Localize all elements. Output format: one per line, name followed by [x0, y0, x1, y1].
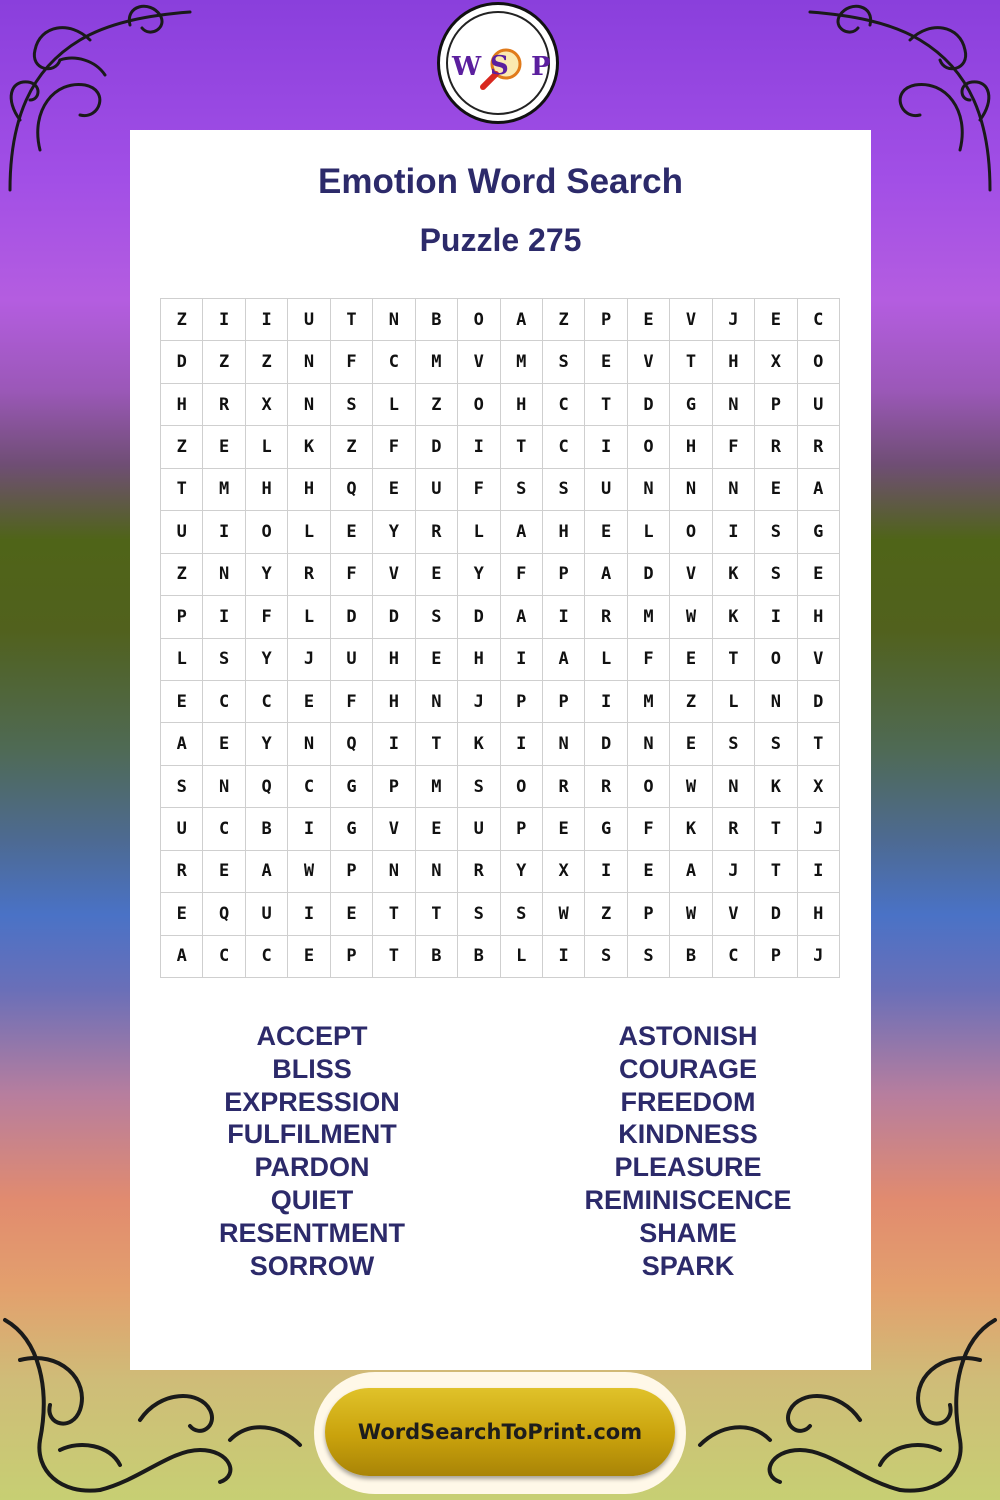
grid-cell: P: [331, 851, 373, 893]
wsp-logo[interactable]: [437, 2, 559, 124]
grid-cell: U: [246, 893, 288, 935]
grid-cell: V: [628, 341, 670, 383]
grid-cell: K: [713, 596, 755, 638]
grid-cell: E: [798, 554, 840, 596]
grid-cell: D: [331, 596, 373, 638]
grid-cell: A: [161, 723, 203, 765]
grid-cell: X: [543, 851, 585, 893]
word-list-item: ACCEPT: [256, 1021, 368, 1051]
grid-cell: T: [501, 426, 543, 468]
grid-cell: A: [501, 299, 543, 341]
grid-cell: Z: [161, 426, 203, 468]
grid-cell: F: [501, 554, 543, 596]
grid-cell: E: [203, 851, 245, 893]
grid-cell: T: [331, 299, 373, 341]
grid-cell: I: [501, 639, 543, 681]
logo-letter-p: P: [531, 52, 551, 82]
word-list-item: SORROW: [249, 1250, 375, 1281]
grid-cell: F: [246, 596, 288, 638]
grid-cell: T: [755, 808, 797, 850]
grid-cell: A: [501, 511, 543, 553]
grid-cell: Y: [373, 511, 415, 553]
grid-cell: V: [373, 808, 415, 850]
grid-cell: L: [628, 511, 670, 553]
grid-cell: E: [288, 936, 330, 978]
grid-cell: N: [628, 723, 670, 765]
grid-cell: J: [713, 299, 755, 341]
grid-cell: D: [458, 596, 500, 638]
grid-cell: N: [543, 723, 585, 765]
grid-cell: S: [628, 936, 670, 978]
grid-cell: D: [628, 384, 670, 426]
grid-cell: R: [755, 426, 797, 468]
grid-cell: I: [543, 596, 585, 638]
grid-cell: A: [670, 851, 712, 893]
grid-cell: I: [755, 596, 797, 638]
word-list-item: REMINISCENCE: [584, 1184, 792, 1215]
grid-cell: F: [331, 681, 373, 723]
grid-cell: M: [501, 341, 543, 383]
grid-cell: D: [373, 596, 415, 638]
grid-cell: S: [331, 384, 373, 426]
grid-cell: F: [331, 554, 373, 596]
word-list-item: FREEDOM: [620, 1086, 756, 1117]
grid-cell: I: [585, 426, 627, 468]
grid-cell: K: [755, 766, 797, 808]
grid-cell: T: [755, 851, 797, 893]
grid-cell: C: [373, 341, 415, 383]
grid-cell: L: [501, 936, 543, 978]
grid-cell: I: [585, 851, 627, 893]
grid-cell: W: [543, 893, 585, 935]
grid-cell: N: [713, 766, 755, 808]
grid-cell: C: [543, 384, 585, 426]
grid-cell: R: [543, 766, 585, 808]
grid-cell: N: [713, 384, 755, 426]
site-url: WordSearchToPrint.com: [357, 1420, 643, 1444]
grid-cell: I: [585, 681, 627, 723]
word-list-item: ASTONISH: [618, 1021, 758, 1051]
grid-cell: M: [203, 469, 245, 511]
grid-cell: T: [670, 341, 712, 383]
grid-cell: O: [755, 639, 797, 681]
grid-cell: S: [755, 554, 797, 596]
grid-cell: Y: [246, 639, 288, 681]
grid-cell: I: [543, 936, 585, 978]
grid-cell: R: [458, 851, 500, 893]
grid-cell: G: [331, 808, 373, 850]
word-list-item: KINDNESS: [618, 1119, 758, 1150]
grid-cell: H: [798, 893, 840, 935]
grid-cell: R: [585, 596, 627, 638]
grid-cell: E: [670, 723, 712, 765]
grid-cell: F: [628, 808, 670, 850]
grid-cell: L: [585, 639, 627, 681]
grid-cell: N: [373, 851, 415, 893]
grid-cell: O: [458, 299, 500, 341]
grid-cell: H: [161, 384, 203, 426]
grid-cell: Q: [203, 893, 245, 935]
grid-cell: T: [373, 936, 415, 978]
grid-cell: H: [373, 681, 415, 723]
grid-cell: I: [203, 596, 245, 638]
word-list-item: RESENTMENT: [218, 1217, 405, 1248]
grid-cell: D: [755, 893, 797, 935]
grid-cell: D: [416, 426, 458, 468]
grid-cell: W: [670, 596, 712, 638]
grid-cell: J: [798, 936, 840, 978]
grid-cell: E: [416, 639, 458, 681]
grid-cell: S: [416, 596, 458, 638]
grid-cell: H: [713, 341, 755, 383]
grid-cell: M: [628, 596, 670, 638]
grid-cell: T: [585, 384, 627, 426]
grid-cell: S: [543, 469, 585, 511]
grid-cell: A: [798, 469, 840, 511]
grid-cell: T: [416, 723, 458, 765]
grid-cell: K: [670, 808, 712, 850]
grid-cell: A: [543, 639, 585, 681]
grid-cell: Z: [161, 554, 203, 596]
grid-cell: E: [585, 511, 627, 553]
grid-cell: N: [288, 723, 330, 765]
grid-cell: Y: [246, 554, 288, 596]
grid-cell: E: [628, 299, 670, 341]
grid-cell: P: [543, 554, 585, 596]
grid-cell: Z: [670, 681, 712, 723]
grid-cell: Y: [458, 554, 500, 596]
grid-cell: O: [670, 511, 712, 553]
grid-cell: V: [713, 893, 755, 935]
grid-cell: O: [798, 341, 840, 383]
grid-cell: C: [798, 299, 840, 341]
grid-cell: V: [373, 554, 415, 596]
grid-cell: S: [501, 893, 543, 935]
grid-cell: O: [246, 511, 288, 553]
grid-cell: C: [246, 681, 288, 723]
grid-cell: R: [203, 384, 245, 426]
grid-cell: B: [670, 936, 712, 978]
grid-cell: E: [585, 341, 627, 383]
grid-cell: B: [458, 936, 500, 978]
grid-cell: S: [585, 936, 627, 978]
grid-cell: I: [203, 299, 245, 341]
grid-cell: S: [161, 766, 203, 808]
grid-cell: E: [331, 511, 373, 553]
grid-cell: J: [288, 639, 330, 681]
grid-cell: N: [713, 469, 755, 511]
grid-cell: R: [713, 808, 755, 850]
grid-cell: S: [203, 639, 245, 681]
grid-cell: I: [798, 851, 840, 893]
grid-cell: S: [755, 511, 797, 553]
grid-cell: M: [628, 681, 670, 723]
grid-cell: J: [713, 851, 755, 893]
grid-cell: U: [288, 299, 330, 341]
grid-cell: H: [501, 384, 543, 426]
grid-cell: O: [458, 384, 500, 426]
grid-cell: E: [203, 723, 245, 765]
grid-cell: S: [458, 893, 500, 935]
grid-cell: P: [755, 384, 797, 426]
grid-cell: Q: [331, 723, 373, 765]
grid-cell: P: [755, 936, 797, 978]
grid-cell: R: [585, 766, 627, 808]
puzzle-number: Puzzle 275: [419, 222, 582, 258]
grid-cell: X: [246, 384, 288, 426]
site-link-button[interactable]: [325, 1388, 675, 1476]
grid-cell: S: [458, 766, 500, 808]
grid-cell: W: [288, 851, 330, 893]
grid-cell: R: [416, 511, 458, 553]
grid-cell: I: [501, 723, 543, 765]
grid-cell: K: [713, 554, 755, 596]
grid-cell: B: [416, 936, 458, 978]
grid-cell: P: [331, 936, 373, 978]
grid-cell: E: [161, 893, 203, 935]
grid-cell: F: [373, 426, 415, 468]
grid-cell: L: [246, 426, 288, 468]
word-list-left: [132, 1020, 492, 1282]
grid-cell: C: [246, 936, 288, 978]
grid-cell: T: [373, 893, 415, 935]
grid-cell: Y: [501, 851, 543, 893]
grid-cell: E: [161, 681, 203, 723]
grid-cell: U: [161, 511, 203, 553]
grid-cell: N: [203, 766, 245, 808]
grid-cell: O: [628, 766, 670, 808]
grid-cell: Z: [246, 341, 288, 383]
grid-cell: T: [713, 639, 755, 681]
grid-cell: E: [628, 851, 670, 893]
grid-cell: P: [373, 766, 415, 808]
grid-cell: D: [585, 723, 627, 765]
grid-cell: L: [161, 639, 203, 681]
grid-cell: J: [798, 808, 840, 850]
grid-cell: P: [501, 681, 543, 723]
grid-cell: U: [458, 808, 500, 850]
word-list-right: [508, 1020, 868, 1282]
grid-cell: A: [161, 936, 203, 978]
grid-cell: H: [288, 469, 330, 511]
logo-letter-s: S: [490, 51, 509, 81]
grid-cell: Z: [543, 299, 585, 341]
grid-cell: A: [585, 554, 627, 596]
grid-cell: G: [585, 808, 627, 850]
grid-cell: L: [373, 384, 415, 426]
grid-cell: I: [713, 511, 755, 553]
grid-cell: I: [246, 299, 288, 341]
grid-cell: L: [713, 681, 755, 723]
grid-cell: E: [543, 808, 585, 850]
grid-cell: U: [798, 384, 840, 426]
word-list-item: EXPRESSION: [224, 1086, 400, 1117]
grid-cell: E: [203, 426, 245, 468]
grid-cell: N: [288, 341, 330, 383]
grid-cell: S: [543, 341, 585, 383]
grid-cell: M: [416, 341, 458, 383]
grid-cell: N: [416, 681, 458, 723]
word-list-item: PARDON: [254, 1152, 370, 1183]
grid-cell: N: [288, 384, 330, 426]
grid-cell: E: [416, 808, 458, 850]
word-list-item: SHAME: [639, 1217, 737, 1248]
grid-cell: P: [628, 893, 670, 935]
grid-cell: F: [713, 426, 755, 468]
grid-cell: C: [288, 766, 330, 808]
grid-cell: C: [203, 808, 245, 850]
grid-cell: M: [416, 766, 458, 808]
grid-cell: V: [670, 299, 712, 341]
grid-cell: V: [458, 341, 500, 383]
word-list-item: SPARK: [641, 1250, 735, 1281]
grid-cell: E: [416, 554, 458, 596]
grid-cell: H: [373, 639, 415, 681]
grid-cell: H: [670, 426, 712, 468]
grid-cell: J: [458, 681, 500, 723]
grid-cell: P: [585, 299, 627, 341]
grid-cell: S: [501, 469, 543, 511]
grid-cell: D: [161, 341, 203, 383]
grid-cell: E: [373, 469, 415, 511]
grid-cell: O: [501, 766, 543, 808]
grid-cell: I: [458, 426, 500, 468]
grid-cell: U: [416, 469, 458, 511]
grid-cell: W: [670, 893, 712, 935]
grid-cell: N: [670, 469, 712, 511]
grid-cell: F: [331, 341, 373, 383]
grid-cell: K: [288, 426, 330, 468]
grid-cell: Z: [416, 384, 458, 426]
grid-cell: C: [203, 681, 245, 723]
grid-cell: N: [416, 851, 458, 893]
word-list-item: PLEASURE: [614, 1152, 762, 1183]
grid-cell: T: [161, 469, 203, 511]
grid-cell: E: [670, 639, 712, 681]
word-list-item: COURAGE: [618, 1053, 757, 1084]
grid-cell: N: [203, 554, 245, 596]
grid-cell: G: [331, 766, 373, 808]
grid-cell: H: [798, 596, 840, 638]
grid-cell: C: [713, 936, 755, 978]
grid-cell: C: [203, 936, 245, 978]
grid-cell: T: [416, 893, 458, 935]
grid-cell: G: [798, 511, 840, 553]
grid-cell: X: [755, 341, 797, 383]
grid-cell: U: [585, 469, 627, 511]
grid-cell: N: [628, 469, 670, 511]
grid-cell: Z: [203, 341, 245, 383]
grid-cell: R: [161, 851, 203, 893]
grid-cell: I: [203, 511, 245, 553]
word-list-item: FULFILMENT: [227, 1119, 397, 1150]
grid-cell: C: [543, 426, 585, 468]
grid-cell: N: [755, 681, 797, 723]
grid-cell: P: [501, 808, 543, 850]
grid-cell: Y: [246, 723, 288, 765]
grid-cell: E: [288, 681, 330, 723]
grid-cell: B: [416, 299, 458, 341]
grid-cell: P: [161, 596, 203, 638]
grid-cell: U: [331, 639, 373, 681]
grid-cell: B: [246, 808, 288, 850]
grid-cell: L: [288, 596, 330, 638]
grid-cell: Q: [331, 469, 373, 511]
grid-cell: E: [331, 893, 373, 935]
grid-cell: V: [798, 639, 840, 681]
grid-cell: W: [670, 766, 712, 808]
grid-cell: F: [628, 639, 670, 681]
grid-cell: U: [161, 808, 203, 850]
grid-cell: I: [288, 893, 330, 935]
grid-cell: I: [373, 723, 415, 765]
grid-cell: H: [246, 469, 288, 511]
grid-cell: P: [543, 681, 585, 723]
grid-cell: S: [755, 723, 797, 765]
grid-cell: A: [246, 851, 288, 893]
grid-cell: S: [713, 723, 755, 765]
grid-cell: Z: [585, 893, 627, 935]
grid-cell: O: [628, 426, 670, 468]
grid-cell: E: [755, 299, 797, 341]
grid-cell: R: [288, 554, 330, 596]
grid-cell: H: [458, 639, 500, 681]
grid-cell: Z: [331, 426, 373, 468]
grid-cell: I: [288, 808, 330, 850]
page-title: Emotion Word Search: [318, 162, 683, 201]
logo-letter-w: W: [452, 52, 482, 82]
word-list-item: BLISS: [272, 1053, 352, 1084]
grid-cell: G: [670, 384, 712, 426]
grid-cell: X: [798, 766, 840, 808]
grid-cell: H: [543, 511, 585, 553]
grid-cell: N: [373, 299, 415, 341]
letter-grid: [160, 298, 840, 978]
grid-cell: A: [501, 596, 543, 638]
grid-cell: D: [628, 554, 670, 596]
grid-cell: D: [798, 681, 840, 723]
grid-cell: F: [458, 469, 500, 511]
grid-cell: Q: [246, 766, 288, 808]
grid-cell: E: [755, 469, 797, 511]
grid-cell: T: [798, 723, 840, 765]
grid-cell: L: [458, 511, 500, 553]
grid-cell: L: [288, 511, 330, 553]
grid-cell: V: [670, 554, 712, 596]
grid-cell: R: [798, 426, 840, 468]
grid-cell: K: [458, 723, 500, 765]
grid-cell: Z: [161, 299, 203, 341]
word-list-item: QUIET: [270, 1184, 354, 1215]
